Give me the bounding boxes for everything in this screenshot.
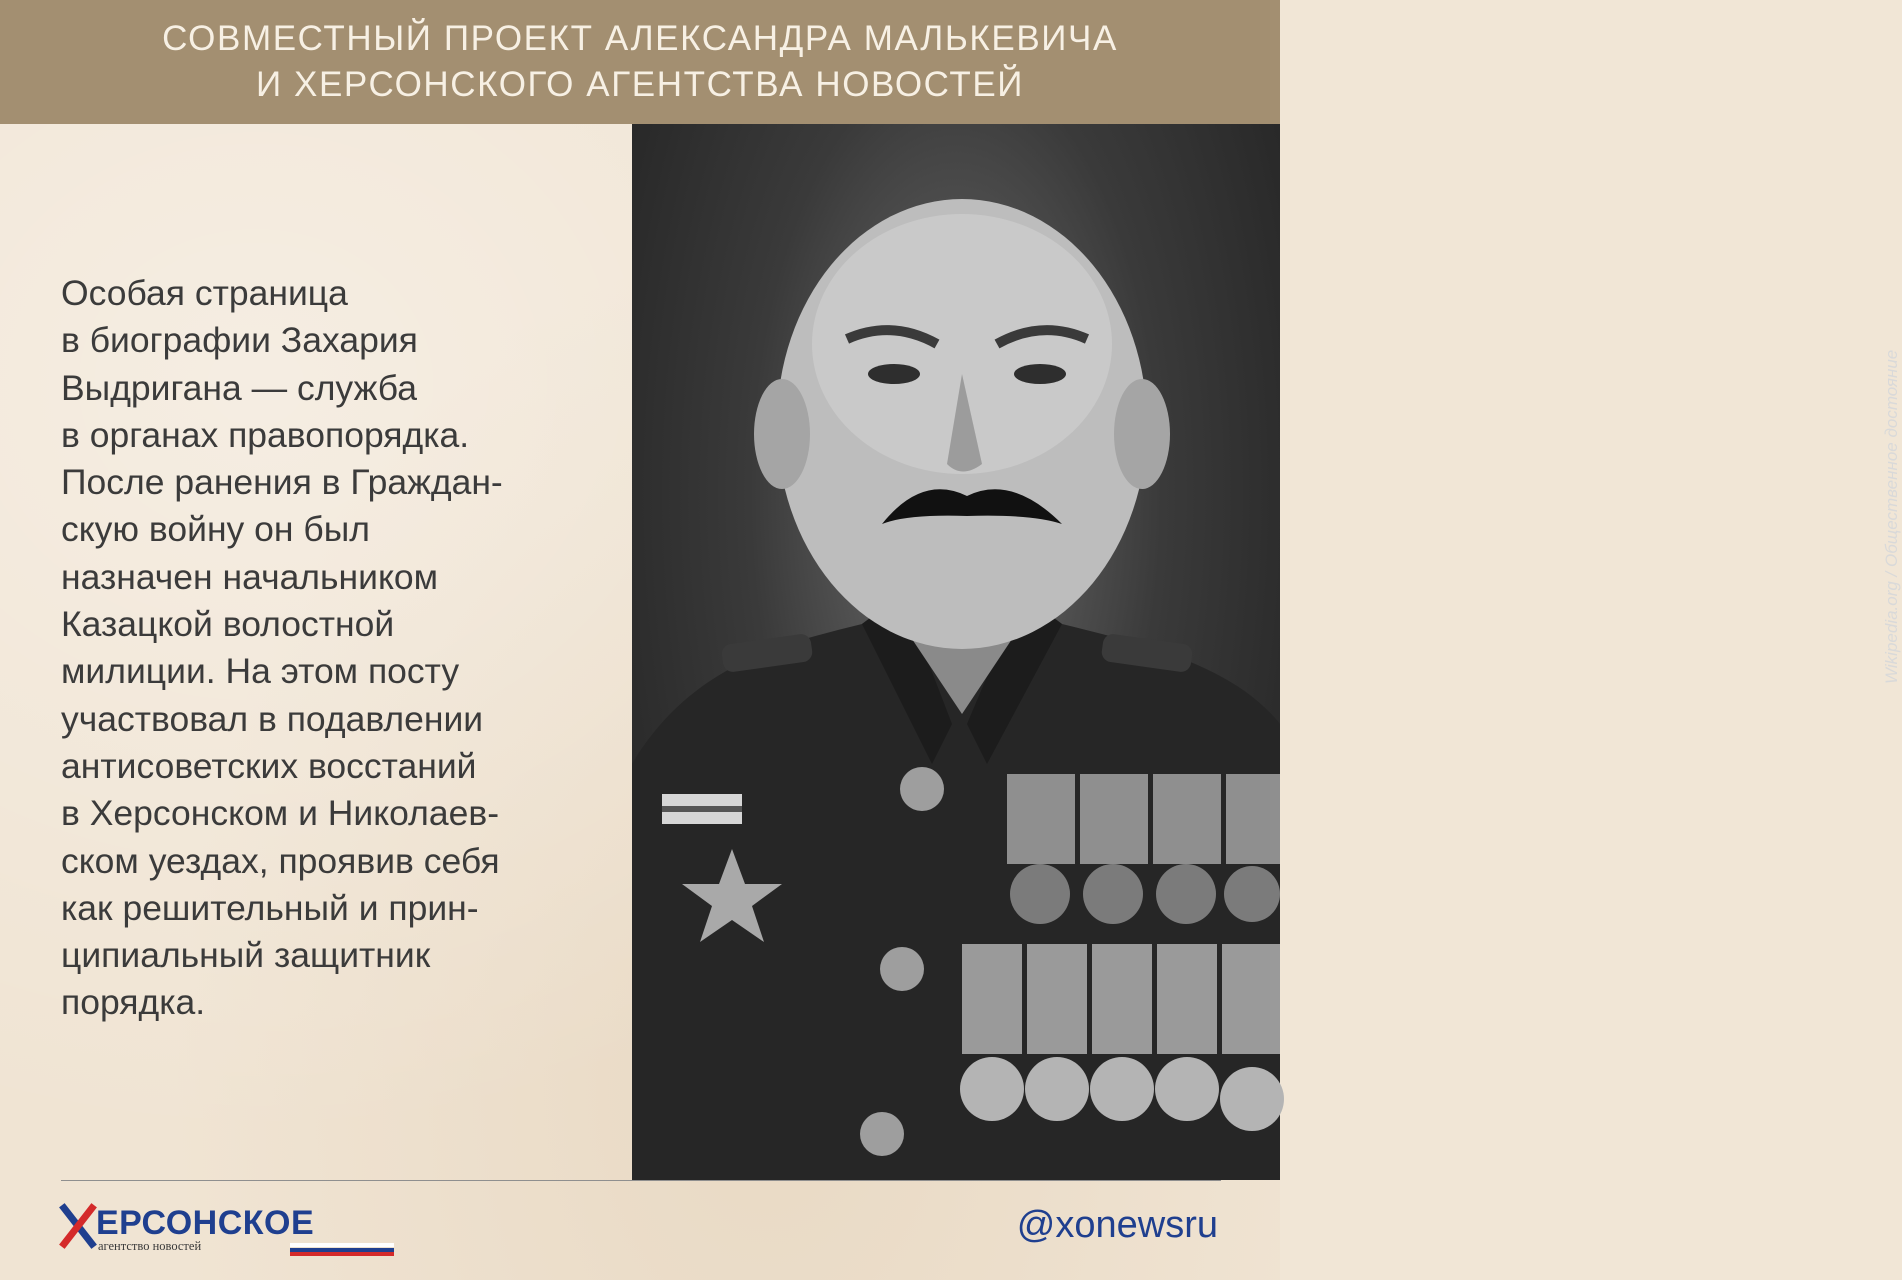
header-line-2: И ХЕРСОНСКОГО АГЕНТСТВА НОВОСТЕЙ	[255, 65, 1025, 104]
footer-divider	[61, 1180, 1221, 1181]
body-line: Особая страница	[61, 273, 348, 313]
body-line: участвовал в подавлении	[61, 698, 484, 739]
header-line-1: СОВМЕСТНЫЙ ПРОЕКТ АЛЕКСАНДРА МАЛЬКЕВИЧА	[162, 19, 1118, 58]
body-line: в Херсонском и Николаев-	[61, 793, 500, 834]
body-line: в органах правопорядка.	[61, 414, 470, 455]
body-line: Казацкой волостной	[61, 604, 395, 645]
body-line: милиции. На этом посту	[61, 651, 460, 692]
body-line: ском уездах, проявив себя	[61, 840, 500, 881]
body-line: как решительный и прин-	[61, 887, 479, 928]
logo-x-icon	[62, 1206, 96, 1246]
header-banner	[0, 0, 1280, 124]
body-line: порядка.	[61, 982, 206, 1023]
portrait-illustration	[632, 124, 1280, 1180]
brand-logo[interactable]	[62, 1206, 337, 1256]
photo-credit: Wikipedia.org / Общественное достояние	[1882, 349, 1901, 684]
body-line: в биографии Захария	[61, 320, 418, 361]
body-text	[61, 270, 601, 1027]
flag-stripes-icon	[290, 1243, 394, 1256]
logo-subtitle: агентство новостей	[98, 1239, 202, 1253]
logo-wordmark: ЕРСОНСКОЕ	[96, 1204, 315, 1242]
body-line: После ранения в Граждан-	[61, 462, 503, 503]
portrait-photo	[632, 124, 1901, 1180]
body-line: скую войну он был	[61, 509, 370, 550]
body-line: Выдригана — служба	[61, 367, 417, 408]
body-line: антисоветских восстаний	[61, 745, 477, 786]
body-line: ципиальный защитник	[61, 935, 431, 976]
social-handle[interactable]: @xonewsru	[1016, 1204, 1218, 1246]
body-line: назначен начальником	[61, 556, 439, 597]
